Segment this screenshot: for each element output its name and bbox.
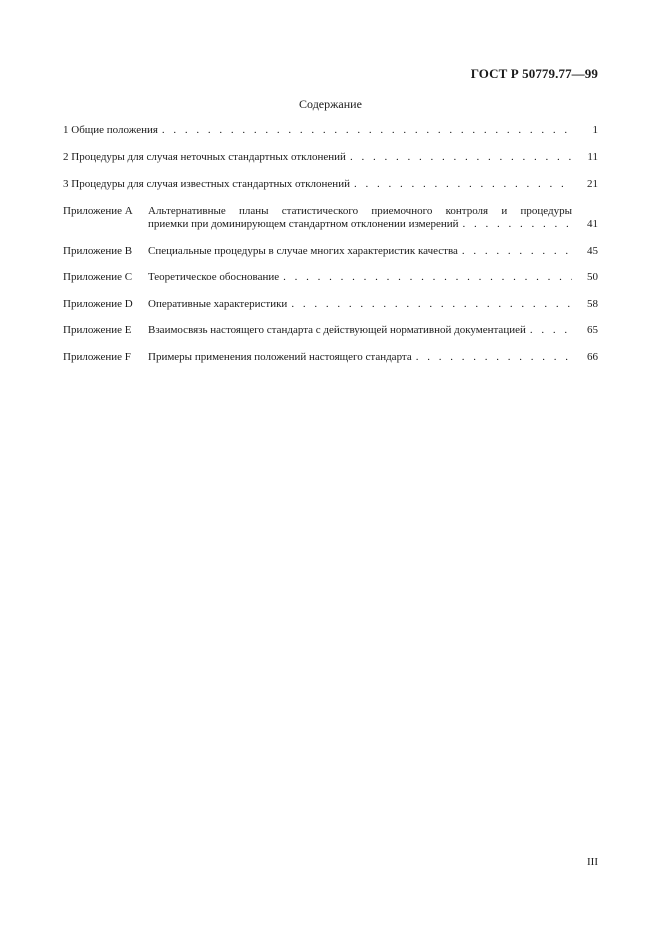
toc-entry-page: 11 — [587, 151, 598, 163]
toc-entry-page: 66 — [587, 351, 598, 363]
toc-entry-page: 50 — [587, 271, 598, 283]
appendix-title-line-2: приемки при доминирующем стандартном отклонении измерений — [148, 218, 459, 230]
appendix-prefix: Приложение А — [63, 205, 133, 217]
toc-entry-page: 58 — [587, 298, 598, 310]
toc-appendix-entry[interactable] — [63, 205, 598, 231]
page-number: III — [587, 856, 598, 868]
standard-code: ГОСТ Р 50779.77—99 — [470, 66, 598, 81]
toc-entry-page: 1 — [592, 124, 598, 136]
toc-entry-label: 2 Процедуры для случая неточных стандартных отклонений — [63, 151, 346, 163]
appendix-prefix: Приложение D — [63, 298, 133, 310]
toc-entry-label: 3 Процедуры для случая известных стандартных отклонений — [63, 178, 350, 190]
appendix-title: Теоретическое обоснование — [148, 271, 280, 283]
page-title: Содержание — [299, 97, 362, 111]
dot-leader — [416, 351, 572, 364]
appendix-prefix: Приложение В — [63, 245, 133, 257]
toc-appendix-entry[interactable] — [63, 245, 598, 258]
dot-leader — [283, 271, 572, 284]
appendix-title: Примеры применения положений настоящего стандарта — [148, 351, 412, 363]
appendix-prefix: Приложение Е — [63, 324, 132, 336]
appendix-prefix: Приложение С — [63, 271, 133, 283]
toc-appendix-entry[interactable] — [63, 351, 598, 364]
dot-leader — [350, 151, 572, 164]
appendix-title-line-1: Альтернативные планы статистического приемочного контроля и процедуры — [148, 205, 572, 217]
toc-entry[interactable] — [63, 151, 598, 164]
toc-entry[interactable] — [63, 178, 598, 191]
appendix-prefix: Приложение F — [63, 351, 131, 363]
toc-entry-page: 65 — [587, 324, 598, 336]
toc-entry-label: 1 Общие положения — [63, 124, 158, 136]
toc-entry-page: 21 — [587, 178, 598, 190]
toc-entry-page: 45 — [587, 245, 598, 257]
toc-appendix-entry[interactable] — [63, 324, 598, 337]
dot-leader — [530, 324, 572, 337]
dot-leader — [354, 178, 572, 191]
dot-leader — [291, 298, 572, 311]
dot-leader — [463, 218, 572, 231]
appendix-title: Оперативные характеристики — [148, 298, 288, 310]
toc-entry[interactable] — [63, 124, 598, 137]
appendix-title: Взаимосвязь настоящего стандарта с действующей нормативной документацией — [148, 324, 526, 336]
toc-appendix-entry[interactable] — [63, 271, 598, 284]
toc-appendix-entry[interactable] — [63, 298, 598, 311]
dot-leader — [462, 245, 572, 258]
appendix-title: Специальные процедуры в случае многих характеристик качества — [148, 245, 458, 257]
toc-entry-page: 41 — [587, 218, 598, 230]
dot-leader — [162, 124, 572, 137]
